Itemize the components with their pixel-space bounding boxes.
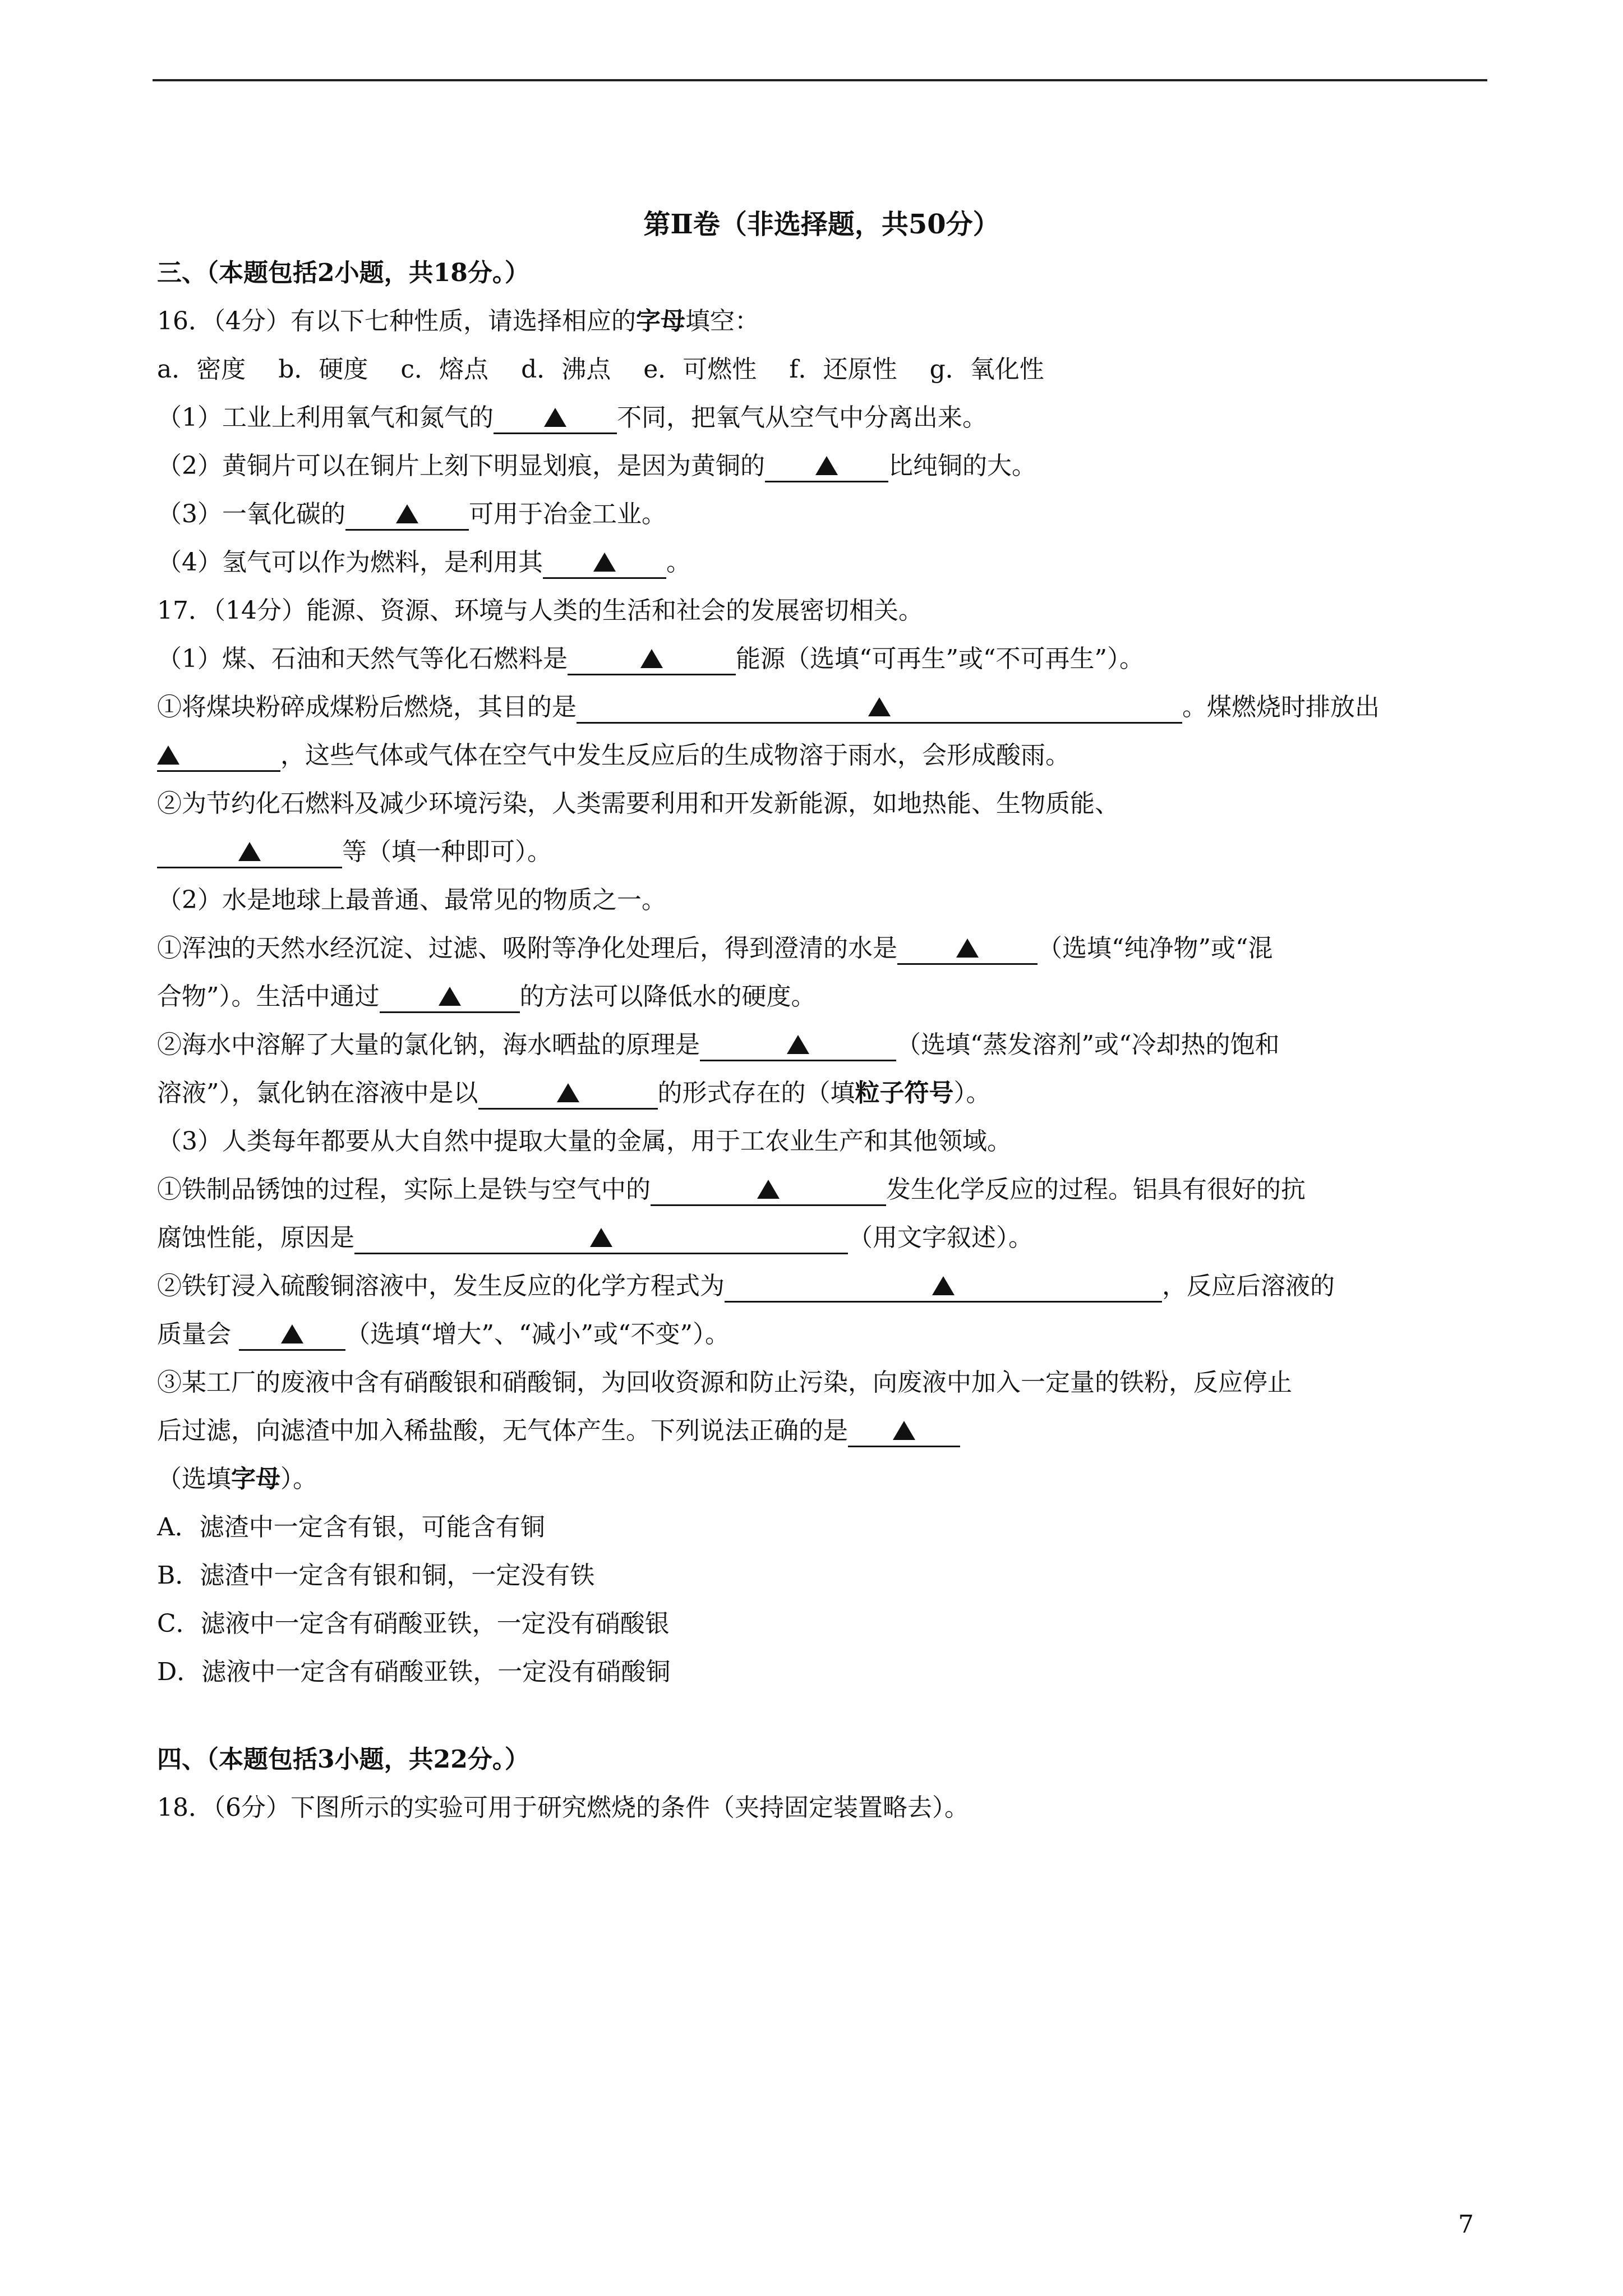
q17-1-2: ②为节约化石燃料及减少环境污染，人类需要利用和开发新能源，如地热能、生物质能、: [157, 789, 1119, 818]
q17-2-2-cont: 溶液”），氯化钠在溶液中是以 的形式存在的（填粒子符号）。: [157, 1069, 1486, 1117]
option: g．氧化性: [929, 355, 1044, 384]
triangle-icon: [593, 553, 616, 572]
option: e．可燃性: [643, 355, 757, 384]
answer-blank[interactable]: [157, 836, 342, 868]
choice-d: D．滤液中一定含有硝酸亚铁，一定没有硝酸铜: [157, 1658, 671, 1686]
q16-4: （4）氢气可以作为燃料，是利用其 。: [157, 539, 1486, 587]
triangle-icon: [157, 746, 179, 765]
q17-1-1: ①将煤块粉碎成煤粉后燃烧，其目的是 。煤燃烧时排放出: [157, 683, 1486, 731]
answer-blank[interactable]: [577, 692, 1182, 724]
q17-3-1-cont: 腐蚀性能，原因是 （用文字叙述）。: [157, 1214, 1486, 1262]
q17-1-1-cont: ，这些气体或气体在空气中发生反应后的生成物溶于雨水，会形成酸雨。: [157, 731, 1486, 780]
answer-blank[interactable]: [897, 933, 1038, 965]
q17-2-1: ①浑浊的天然水经沉淀、过滤、吸附等净化处理后，得到澄清的水是 （选填“纯净物”或“混: [157, 924, 1486, 973]
q17-2-1-cont: 合物”）。生活中通过 的方法可以降低水的硬度。: [157, 973, 1486, 1021]
q17-3-2: ②铁钉浸入硫酸铜溶液中，发生反应的化学方程式为 ，反应后溶液的: [157, 1262, 1486, 1310]
q17-stem: 17．（14分）能源、资源、环境与人类的生活和社会的发展密切相关。: [157, 596, 923, 625]
q17-3-3-cont: 后过滤，向滤渣中加入稀盐酸，无气体产生。下列说法正确的是: [157, 1407, 1486, 1455]
triangle-icon: [396, 504, 418, 523]
triangle-icon: [640, 649, 663, 668]
answer-blank[interactable]: [651, 1174, 886, 1206]
answer-blank[interactable]: [157, 740, 280, 772]
q17-2: （2）水是地球上最普通、最常见的物质之一。: [157, 886, 666, 914]
q16-stem: 16．（4分）有以下七种性质，请选择相应的字母填空：: [157, 307, 759, 335]
page-number: 7: [1458, 2210, 1474, 2239]
triangle-icon: [956, 938, 979, 958]
q16-2: （2）黄铜片可以在铜片上刻下明显划痕，是因为黄铜的 比纯铜的大。: [157, 442, 1486, 490]
choice-c: C．滤液中一定含有硝酸亚铁，一定没有硝酸银: [157, 1609, 670, 1638]
option: b．硬度: [278, 355, 368, 384]
triangle-icon: [932, 1276, 955, 1295]
triangle-icon: [281, 1324, 303, 1343]
answer-blank[interactable]: [354, 1222, 848, 1254]
q17-3-3-note: （选填字母）。: [157, 1465, 317, 1493]
exam-page: [157, 208, 1486, 1832]
answer-blank[interactable]: [543, 547, 666, 579]
choice-b: B．滤渣中一定含有银和铜，一定没有铁: [157, 1561, 595, 1590]
answer-blank[interactable]: [239, 1319, 345, 1351]
triangle-icon: [893, 1421, 915, 1440]
q17-2-2: ②海水中溶解了大量的氯化钠，海水晒盐的原理是 （选填“蒸发溶剂”或“冷却热的饱和: [157, 1021, 1486, 1069]
q17-3: （3）人类每年都要从大自然中提取大量的金属，用于工农业生产和其他领域。: [157, 1127, 1012, 1156]
section-title: 第Ⅱ卷（非选择题，共50分）: [643, 209, 1000, 240]
answer-blank[interactable]: [380, 981, 520, 1013]
triangle-icon: [544, 408, 566, 427]
q17-3-3: ③某工厂的废液中含有硝酸银和硝酸铜，为回收资源和防止污染，向废液中加入一定量的铁粉，反应停止: [157, 1368, 1292, 1397]
answer-blank[interactable]: [478, 1078, 658, 1110]
q17-3-2-cont: 质量会 （选填“增大”、“减小”或“不变”）。: [157, 1310, 1486, 1359]
answer-blank[interactable]: [345, 499, 469, 531]
answer-blank[interactable]: [494, 402, 617, 434]
triangle-icon: [787, 1035, 809, 1054]
answer-blank[interactable]: [848, 1415, 960, 1447]
section-four-heading: 四、（本题包括3小题，共22分。）: [157, 1745, 529, 1774]
answer-blank[interactable]: [568, 643, 736, 675]
option: f．还原性: [789, 355, 897, 384]
q17-1: （1）煤、石油和天然气等化石燃料是 能源（选填“可再生”或“不可再生”）。: [157, 635, 1486, 683]
section-three-heading: 三、（本题包括2小题，共18分。）: [157, 259, 529, 287]
triangle-icon: [815, 456, 838, 475]
q16-1: （1）工业上利用氧气和氮气的 不同，把氧气从空气中分离出来。: [157, 394, 1486, 442]
header-rule: [153, 79, 1487, 81]
triangle-icon: [557, 1083, 579, 1102]
answer-blank[interactable]: [725, 1271, 1162, 1303]
q16-options: [157, 346, 1486, 394]
answer-blank[interactable]: [700, 1029, 896, 1061]
option: d．沸点: [521, 355, 611, 384]
triangle-icon: [868, 697, 891, 716]
choice-a: A．滤渣中一定含有银，可能含有铜: [157, 1513, 545, 1542]
q18-stem: 18．（6分）下图所示的实验可用于研究燃烧的条件（夹持固定装置略去）。: [157, 1793, 969, 1822]
option: c．熔点: [400, 355, 489, 384]
q17-1-2-cont: 等（填一种即可）。: [157, 828, 1486, 876]
triangle-icon: [238, 842, 261, 861]
answer-blank[interactable]: [765, 450, 888, 482]
triangle-icon: [757, 1180, 780, 1199]
q16-3: （3）一氧化碳的 可用于冶金工业。: [157, 490, 1486, 539]
triangle-icon: [439, 987, 461, 1006]
spacer: [157, 1696, 1486, 1736]
q17-3-1: ①铁制品锈蚀的过程，实际上是铁与空气中的 发生化学反应的过程。铝具有很好的抗: [157, 1166, 1486, 1214]
triangle-icon: [590, 1228, 612, 1247]
option: a．密度: [157, 355, 246, 384]
